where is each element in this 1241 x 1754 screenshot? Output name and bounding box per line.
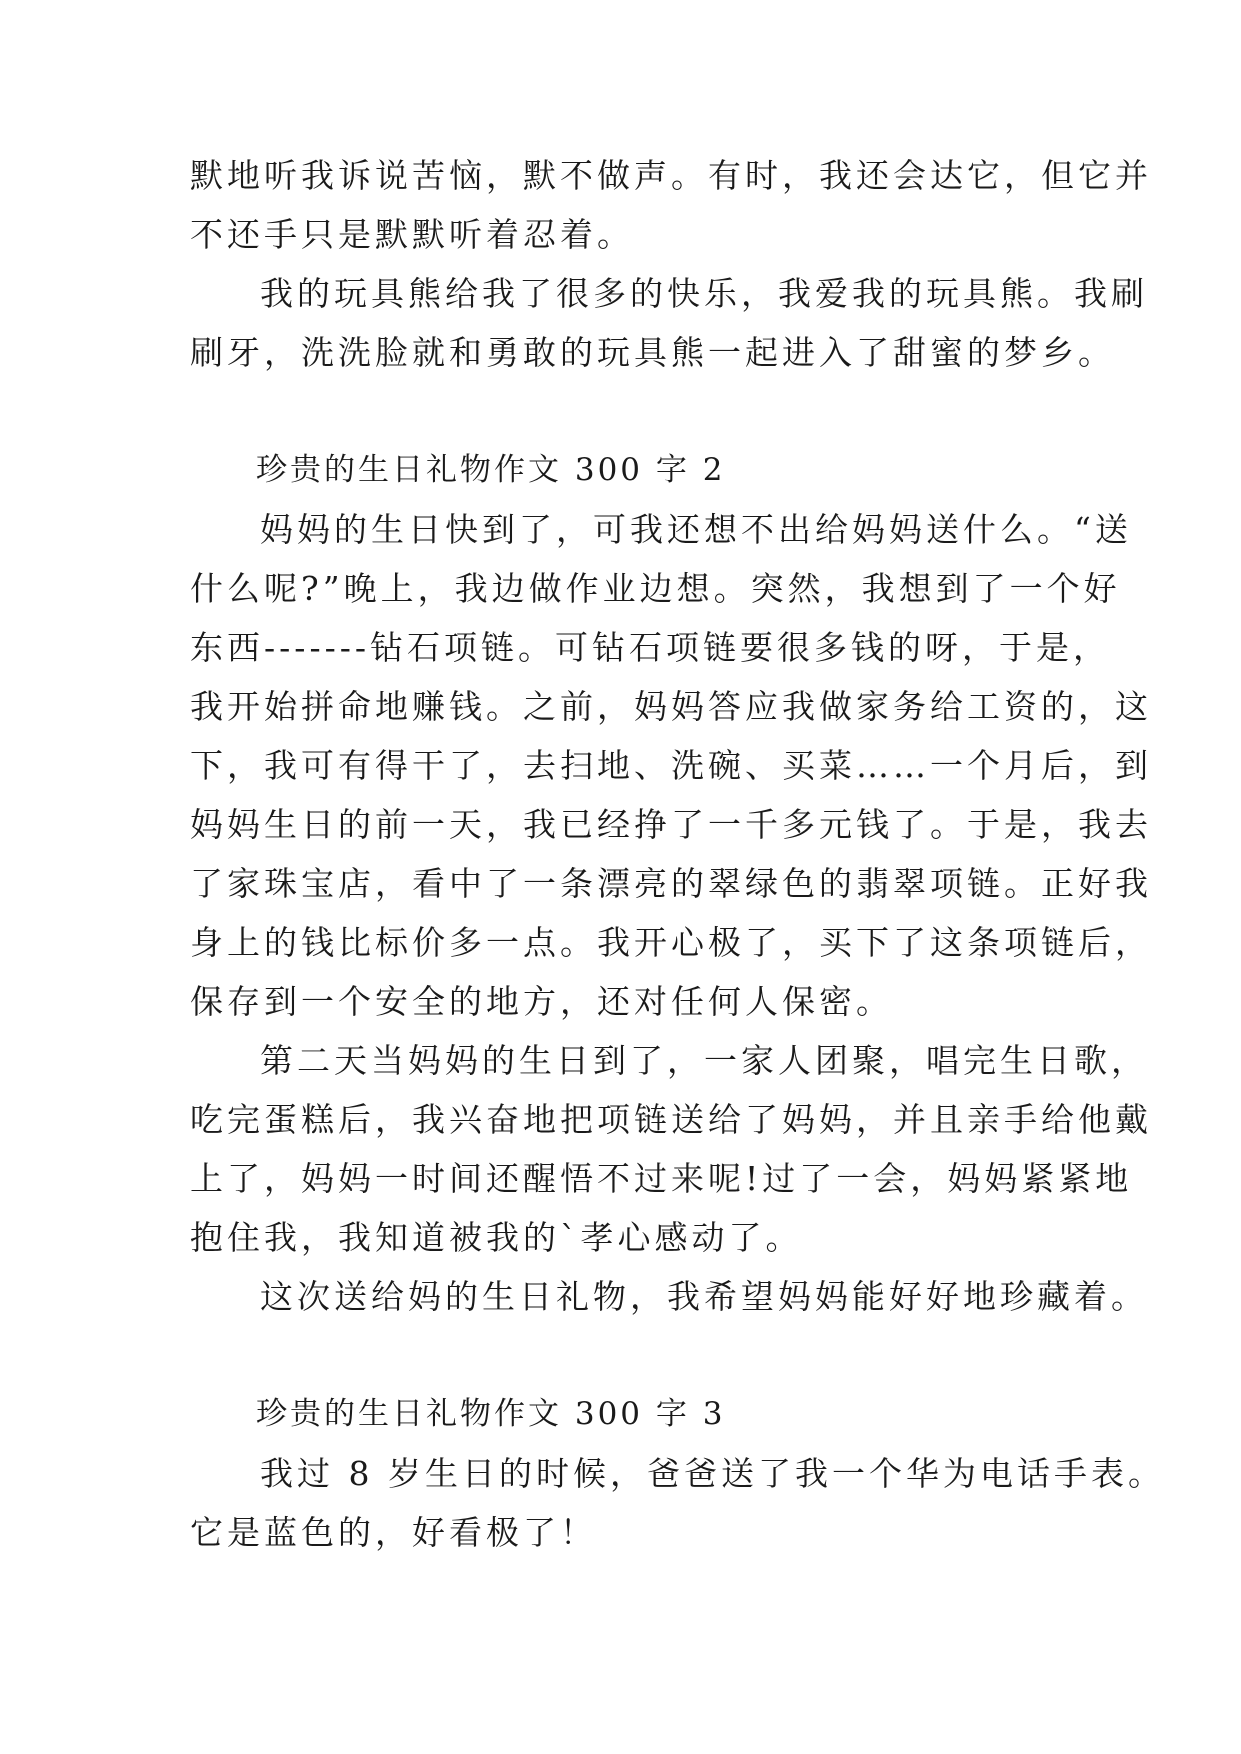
text-line: 东西-------钻石项链。可钻石项链要很多钱的呀，于是， — [190, 628, 1111, 667]
paragraph — [190, 1267, 1148, 1326]
text-line: 我的玩具熊给我了很多的快乐，我爱我的玩具熊。我刷 — [260, 274, 1148, 313]
essay-title: 珍贵的生日礼物作文 300 字 2 — [256, 452, 726, 488]
document-page — [190, 146, 1165, 1562]
text-line: 它是蓝色的，好看极了！ — [190, 1513, 597, 1552]
text-line: 刷牙，洗洗脸就和勇敢的玩具熊一起进入了甜蜜的梦乡。 — [190, 333, 1115, 372]
text-line: 保存到一个安全的地方，还对任何人保密。 — [190, 982, 893, 1021]
paragraph — [190, 264, 1148, 382]
text-line: 默地听我诉说苦恼，默不做声。有时，我还会达它，但它并 — [190, 156, 1152, 195]
text-line: 不还手只是默默听着忍着。 — [190, 215, 634, 254]
paragraph — [190, 1031, 1152, 1267]
section-spacer — [190, 1326, 1060, 1385]
text-line: 上了，妈妈一时间还醒悟不过来呢!过了一会，妈妈紧紧地 — [190, 1159, 1133, 1198]
text-line: 什么呢?”晚上，我边做作业边想。突然，我想到了一个好 — [190, 569, 1121, 608]
paragraph — [190, 500, 1152, 1031]
paragraph — [190, 1444, 1165, 1562]
text-line: 抱住我，我知道被我的`孝心感动了。 — [190, 1218, 803, 1257]
text-line: 身上的钱比标价多一点。我开心极了，买下了这条项链后， — [190, 923, 1152, 962]
section-spacer — [190, 382, 1060, 441]
text-line: 第二天当妈妈的生日到了，一家人团聚，唱完生日歌， — [260, 1041, 1148, 1080]
paragraph — [190, 146, 1152, 264]
text-line: 妈妈生日的前一天，我已经挣了一千多元钱了。于是，我去 — [190, 805, 1152, 844]
text-line: 吃完蛋糕后，我兴奋地把项链送给了妈妈，并且亲手给他戴 — [190, 1100, 1152, 1139]
text-line: 了家珠宝店，看中了一条漂亮的翠绿色的翡翠项链。正好我 — [190, 864, 1152, 903]
text-line: 我过 8 岁生日的时候，爸爸送了我一个华为电话手表。 — [260, 1454, 1165, 1493]
text-line: 这次送给妈的生日礼物，我希望妈妈能好好地珍藏着。 — [260, 1277, 1148, 1316]
essay-title: 珍贵的生日礼物作文 300 字 3 — [256, 1396, 726, 1432]
text-line: 我开始拼命地赚钱。之前，妈妈答应我做家务给工资的，这 — [190, 687, 1152, 726]
text-line: 妈妈的生日快到了，可我还想不出给妈妈送什么。“送 — [260, 510, 1132, 549]
text-line: 下，我可有得干了，去扫地、洗碗、买菜……一个月后，到 — [190, 746, 1152, 785]
